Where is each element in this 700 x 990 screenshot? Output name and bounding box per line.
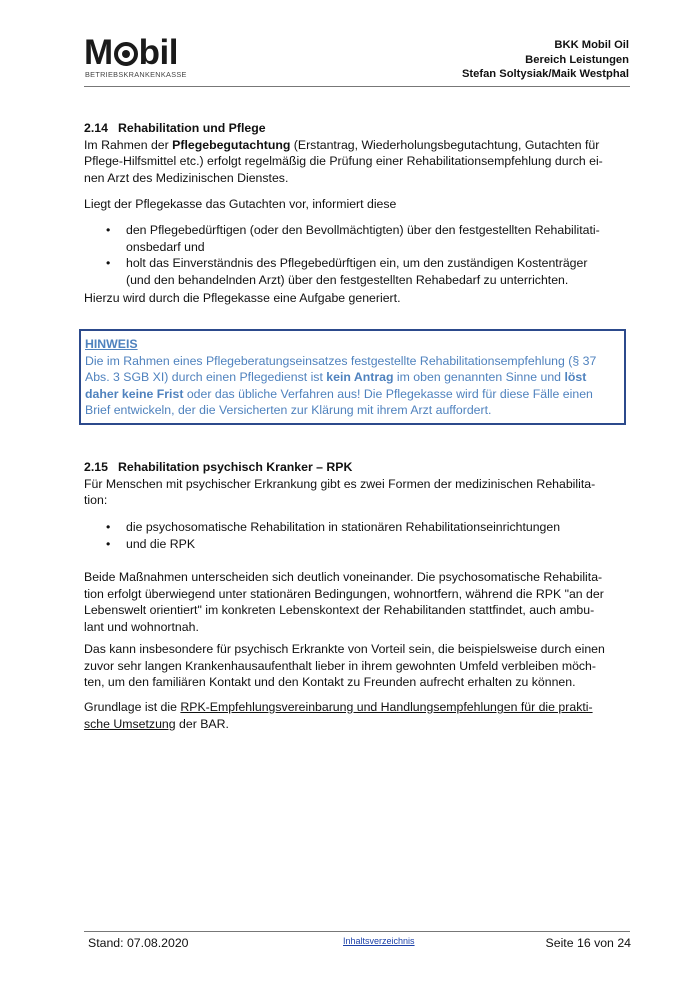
footer-date: Stand: 07.08.2020: [88, 936, 189, 950]
list-item: • und die RPK: [84, 536, 632, 553]
bullet-list: [84, 222, 632, 288]
bullet-list: [84, 519, 632, 552]
mobil-logo: [84, 35, 234, 81]
hinweis-box: [79, 329, 626, 425]
section-heading: 2.15 Rehabilitation psychisch Kranker – RPK: [84, 460, 353, 474]
list-item: • holt das Einverständnis des Pflegebedürftigen ein, um den zuständigen Kostenträger (und den behandelnden Arzt) über den festgestellten Rehabedarf zu unterrichten.: [84, 255, 632, 288]
list-item: • den Pflegebedürftigen (oder den Bevollmächtigten) über den festgestellten Rehabilitati- onsbedarf und: [84, 222, 632, 255]
rpk-reference-link[interactable]: RPK-Empfehlungsvereinbarung und Handlungsempfehlungen für die prakti-: [180, 700, 593, 714]
header-divider: [84, 86, 630, 87]
toc-link[interactable]: Inhaltsverzeichnis: [343, 936, 415, 946]
footer-page-number: Seite 16 von 24: [545, 936, 631, 950]
rpk-reference-link[interactable]: sche Umsetzung: [84, 716, 176, 731]
logo-o-icon: [114, 42, 138, 66]
header-authors: Stefan Soltysiak/Maik Westphal: [461, 68, 629, 80]
section-heading: 2.14 Rehabilitation und Pflege: [84, 121, 266, 135]
header-department: Bereich Leistungen: [525, 53, 629, 66]
list-item: • die psychosomatische Rehabilitation in stationären Rehabilitationseinrichtungen: [84, 519, 632, 536]
logo-subtitle: BETRIEBSKRANKENKASSE: [85, 70, 187, 79]
paragraph: Beide Maßnahmen unterscheiden sich deutlich voneinander. Die psychosomatische Rehabilita- tion erfolgt überwiegend unter stationären Bedingungen, wohnortfern, während die RPK "an der Lebenswelt orientiert" im konkreten Lebenskontext der Rehabilitanden stattfindet, auch ambu- lant und wohnortnah.: [84, 570, 604, 634]
section-2-15: [84, 459, 632, 509]
paragraph: Für Menschen mit psychischer Erkrankung gibt es zwei Formen der medizinischen Rehabilita- tion:: [84, 476, 596, 508]
hinweis-text: HINWEIS Die im Rahmen eines Pflegeberatungseinsatzes festgestellte Rehabilitationsempfehlung (§ 37 Abs. 3 SGB XI) durch einen Pflegedienst ist kein Antrag im oben genannten Sinne und löst daher keine Frist oder das übliche Verfahren aus! Die Pflegekasse wird für diese Fälle einen Brief entwickeln, der die Versicherten zur Klärung mit ihrem Arzt auffordert.: [85, 336, 625, 419]
footer-divider: [84, 931, 630, 932]
hinweis-title: HINWEIS: [85, 337, 138, 351]
paragraph: Liegt der Pflegekasse das Gutachten vor, informiert diese: [84, 197, 397, 211]
paragraph: Grundlage ist die RPK-Empfehlungsvereinbarung und Handlungsempfehlungen für die prakti- sche Umsetzung der BAR.: [84, 700, 593, 731]
paragraph: Im Rahmen der Pflegebegutachtung (Erstantrag, Wiederholungsbegutachtung, Gutachten für Pflege-Hilfsmittel etc.) erfolgt regelmäßig die Prüfung einer Rehabilitationsempfehlung durch ei- nen Arzt des Medizinischen Dienstes.: [84, 137, 603, 185]
header-org: BKK Mobil Oil: [554, 39, 629, 51]
logo-wordmark: M bil: [84, 33, 178, 72]
paragraph: Das kann insbesondere für psychisch Erkrankte von Vorteil sein, die beispielsweise durch einen zuvor sehr langen Krankenhausaufenthalt lieber in ihrem gewohnten Umfeld verbleiben möch- ten, um den familiären Kontakt und den Kontakt zu Freunden aufrecht erhalten zu können.: [84, 642, 605, 690]
section-2-14: [84, 120, 632, 186]
paragraph: Hierzu wird durch die Pflegekasse eine Aufgabe generiert.: [84, 291, 401, 305]
header-info: [462, 38, 629, 82]
